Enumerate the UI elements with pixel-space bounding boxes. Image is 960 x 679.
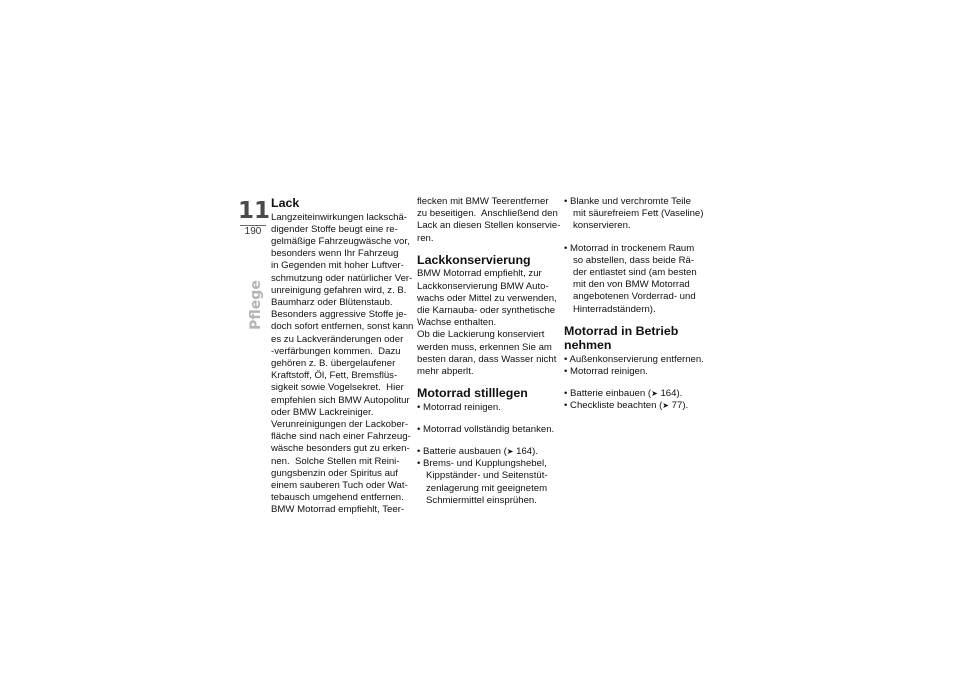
page-ref-arrow-icon: ➤ — [662, 401, 669, 411]
chapter-number: 11 — [238, 198, 271, 224]
column-1 — [271, 196, 414, 517]
list-item: • Batterie einbauen (➤ 164). — [564, 388, 683, 400]
page-ref-link[interactable]: 77). — [668, 400, 689, 412]
heading-lack: Lack — [271, 196, 300, 210]
paragraph-continued: flecken mit BMW Teerentferner zu beseitigen. Anschließend den Lack an diesen Stellen konservie- ren. — [417, 196, 561, 244]
list-item: • Batterie ausbauen (➤ 164). — [417, 446, 539, 458]
page-number: 190 — [244, 226, 262, 237]
page-ref-arrow-icon: ➤ — [506, 447, 514, 457]
list-item: • Brems- und Kupplungshebel, Kippständer- und Seitenstüt- zenlagerung mit geeignetem Schmiermittel einsprühen. — [417, 458, 548, 506]
chapter-side-label: Pflege — [248, 280, 264, 330]
paragraph-lackkonservierung: BMW Motorrad empfiehlt, zur Lackkonservierung BMW Auto- wachs oder Mittel zu verwenden, die Karnauba- oder synthetische Wachse enthalten. Ob die Lackierung konserviert werden muss, erkennen Sie am besten daran, dass Wasser nicht mehr abperlt. — [417, 268, 557, 377]
page-ref-link[interactable]: 164). — [513, 446, 539, 458]
list-item: • Motorrad reinigen. — [417, 401, 501, 413]
list-stilllegen — [417, 402, 554, 507]
list-item: • Motorrad reinigen. — [564, 366, 648, 378]
heading-stilllegen: Motorrad stilllegen — [417, 386, 528, 401]
column-3 — [564, 196, 704, 413]
list-item: • Außenkonservierung entfernen. — [564, 353, 704, 365]
list-in-betrieb — [564, 354, 704, 413]
paragraph-lack: Langzeiteinwirkungen lackschä- digender Stoffe beugt eine re- gelmäßige Fahrzeugwäsche vor, besonders wenn Ihr Fahrzeug in Gegenden mit hoher Luftver- schmutzung oder natürlicher Ver- unreinigung gefahren wird, z. B. Baumharz oder Blütenstaub. Besonders aggressive Stoffe je- doch sofort entfernen, sonst kann es zu Lackveränderungen oder -verfärbungen kommen. Dazu gehören z. B. übergelaufener Kraftstoff, Öl, Fett, Bremsflüs- sigkeit sowie Vogelsekret. Hier empfehlen sich BMW Autopolitur oder BMW Lackreiniger. Verunreinigungen der Lackober- fläche sind nach einer Fahrzeug- wäsche besonders gut zu erken- nen. Solche Stellen mit Reini- gungsbenzin oder Spiritus auf einem sauberen Tuch oder Wat- tebausch umgehend entfernen. BMW Motorrad empfiehlt, Teer- — [271, 211, 414, 516]
list-item: • Motorrad vollständig betanken. — [417, 423, 555, 435]
page-ref-arrow-icon: ➤ — [651, 389, 658, 399]
list-item: • Checkliste beachten (➤ 77). — [564, 400, 689, 412]
page-ref-link[interactable]: 164). — [657, 388, 683, 400]
column-2 — [417, 196, 561, 507]
list-item: • Blanke und verchromte Teile mit säurefreiem Fett (Vaseline) konservieren. — [564, 196, 704, 232]
list-item: • Motorrad in trockenem Raum so abstellen, dass beide Rä- der entlastet sind (am besten mit den von BMW Motorrad angebotenen Vorderrad- und Hinterradständern). — [564, 242, 697, 315]
heading-in-betrieb-nehmen: Motorrad in Betrieb nehmen — [564, 323, 679, 353]
heading-lackkonservierung: Lackkonservierung — [417, 252, 531, 267]
list-stilllegen-continued — [564, 196, 704, 316]
